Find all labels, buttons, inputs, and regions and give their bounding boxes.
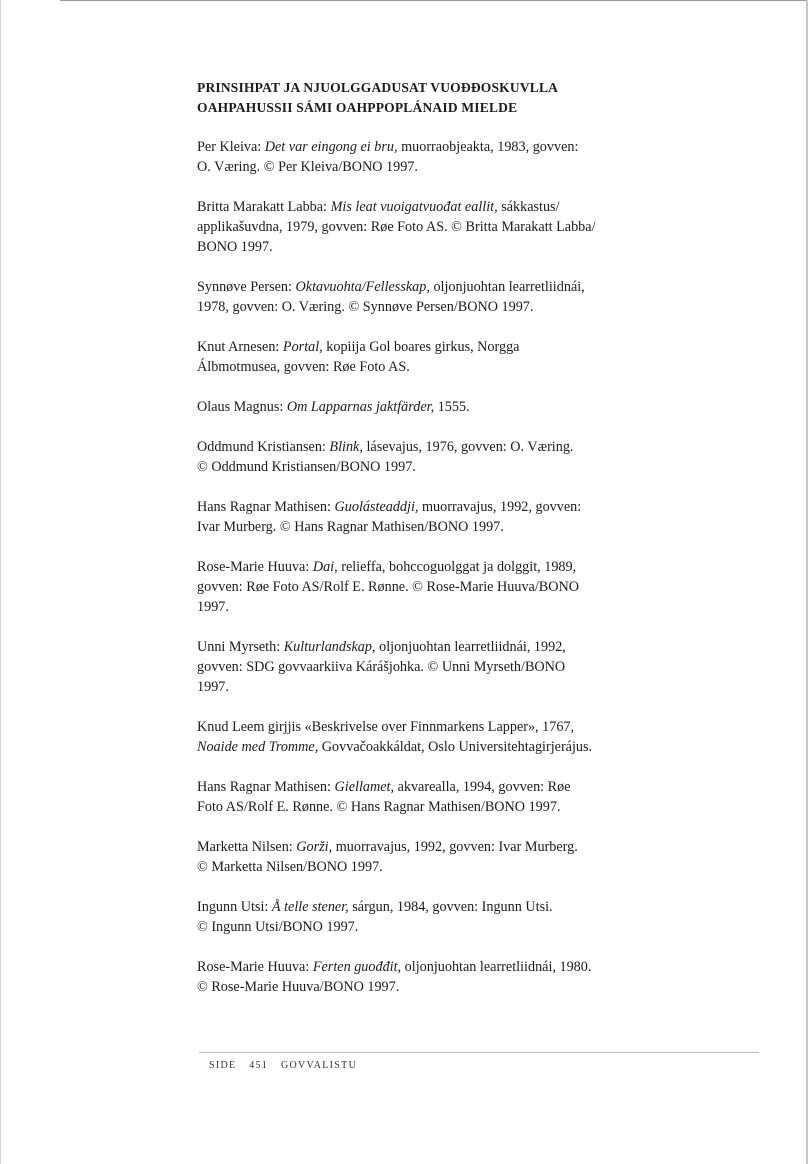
credit-entry <box>197 637 617 697</box>
credit-entry <box>197 957 617 997</box>
credit-text: muorravajus, 1992, govven: Ivar Murberg. <box>332 839 578 855</box>
artwork-title: Ferten guođđit, <box>312 959 402 975</box>
page-left-edge <box>0 0 1 1164</box>
artwork-title: Guolásteaddji, <box>334 499 419 515</box>
credit-text: Ingunn Utsi: <box>197 899 272 915</box>
credit-text: 1997. <box>197 599 229 615</box>
artwork-title: Dai, <box>312 559 338 575</box>
page-title <box>197 78 617 118</box>
page-content <box>197 78 617 1017</box>
credit-text: applikašuvdna, 1979, govven: Røe Foto AS. © Britta Marakatt Labba/ <box>197 219 596 235</box>
credit-text: © Ingunn Utsi/BONO 1997. <box>197 919 359 935</box>
credit-text: Govvačoakkáldat, Oslo Universitehtagirjerájus. <box>318 739 593 755</box>
credit-text: Knut Arnesen: <box>197 339 283 355</box>
credit-entry <box>197 197 617 257</box>
credit-text: govven: SDG govvaarkiiva Kárášjohka. © Unni Myrseth/BONO <box>197 659 566 675</box>
credit-text: govven: Røe Foto AS/Rolf E. Rønne. © Rose-Marie Huuva/BONO <box>197 579 579 595</box>
credit-text: Ivar Murberg. © Hans Ragnar Mathisen/BONO 1997. <box>197 519 504 535</box>
artwork-title: Noaide med Tromme, <box>197 739 319 755</box>
credit-text: Per Kleiva: <box>197 139 265 155</box>
artwork-title: Kulturlandskap, <box>283 639 376 655</box>
credit-text: muorravajus, 1992, govven: <box>418 499 582 515</box>
artwork-title: Giellamet, <box>334 779 395 795</box>
credit-text: Oddmund Kristiansen: <box>197 439 330 455</box>
page-footer <box>209 1060 366 1071</box>
credit-text: oljonjuohtan learretliidnái, 1992, <box>375 639 566 655</box>
credit-entry <box>197 557 617 617</box>
credit-text: kopiija Gol boares girkus, Norgga <box>322 339 520 355</box>
credit-entry <box>197 777 617 817</box>
artwork-title: Mis leat vuoigatvuođat eallit, <box>330 199 498 215</box>
credit-text: Marketta Nilsen: <box>197 839 297 855</box>
top-rule <box>60 0 808 1</box>
credit-text: O. Væring. © Per Kleiva/BONO 1997. <box>197 159 418 175</box>
credit-text: Hans Ragnar Mathisen: <box>197 779 335 795</box>
credit-text: 1978, govven: O. Væring. © Synnøve Persen/BONO 1997. <box>197 299 534 315</box>
credit-text: Foto AS/Rolf E. Rønne. © Hans Ragnar Mathisen/BONO 1997. <box>197 799 561 815</box>
credit-text: 1555. <box>434 399 470 415</box>
credit-text: oljonjuohtan learretliidnái, 1980. <box>401 959 592 975</box>
credit-text: Rose-Marie Huuva: <box>197 559 313 575</box>
artwork-title: Om Lapparnas jaktfärder, <box>286 399 435 415</box>
credit-text: © Rose-Marie Huuva/BONO 1997. <box>197 979 400 995</box>
credit-text: 1997. <box>197 679 229 695</box>
credit-text: © Marketta Nilsen/BONO 1997. <box>197 859 383 875</box>
credit-entry <box>197 497 617 537</box>
credit-text: akvarealla, 1994, govven: Røe <box>394 779 571 795</box>
credit-text: Knud Leem girjjis «Beskrivelse over Finnmarkens Lapper», 1767, <box>197 719 575 735</box>
image-credit-list <box>197 137 617 997</box>
credit-text: Synnøve Persen: <box>197 279 296 295</box>
credit-entry <box>197 717 617 757</box>
credit-entry <box>197 277 617 317</box>
credit-text: lásevajus, 1976, govven: O. Væring. <box>362 439 574 455</box>
credit-text: Rose-Marie Huuva: <box>197 959 313 975</box>
credit-text: BONO 1997. <box>197 239 273 255</box>
credit-text: oljonjuohtan learretliidnái, <box>429 279 585 295</box>
title-line-1: PRINSIHPAT JA NJUOLGGADUSAT VUOĐĐOSKUVLLA <box>197 80 559 95</box>
artwork-title: Å telle stener, <box>271 899 349 915</box>
credit-entry <box>197 137 617 177</box>
credit-text: muorraobjeakta, 1983, govven: <box>397 139 579 155</box>
artwork-title: Gorži, <box>296 839 333 855</box>
credit-entry <box>197 397 617 417</box>
artwork-title: Det var eingong ei bru, <box>264 139 398 155</box>
footer-page-number: 451 <box>249 1060 269 1071</box>
footer-rule <box>199 1052 759 1053</box>
credit-text: Britta Marakatt Labba: <box>197 199 331 215</box>
credit-entry <box>197 837 617 877</box>
footer-section-title: GOVVALISTU <box>280 1060 358 1071</box>
credit-entry <box>197 437 617 477</box>
credit-text: relieffa, bohccoguolggat ja dolggit, 1989, <box>337 559 577 575</box>
credit-entry <box>197 337 617 377</box>
credit-text: sárgun, 1984, govven: Ingunn Utsi. <box>348 899 553 915</box>
footer-side-label: SIDE <box>209 1060 237 1071</box>
credit-text: Unni Myrseth: <box>197 639 284 655</box>
credit-text: Olaus Magnus: <box>197 399 287 415</box>
credit-text: sákkastus/ <box>497 199 560 215</box>
credit-entry <box>197 897 617 937</box>
credit-text: Hans Ragnar Mathisen: <box>197 499 335 515</box>
artwork-title: Portal, <box>282 339 323 355</box>
title-line-2: OAHPAHUSSII SÁMI OAHPPOPLÁNAID MIELDE <box>197 100 518 115</box>
artwork-title: Blink, <box>329 439 363 455</box>
credit-text: Álbmotmusea, govven: Røe Foto AS. <box>197 359 410 375</box>
artwork-title: Oktavuohta/Fellesskap, <box>295 279 430 295</box>
credit-text: © Oddmund Kristiansen/BONO 1997. <box>197 459 416 475</box>
